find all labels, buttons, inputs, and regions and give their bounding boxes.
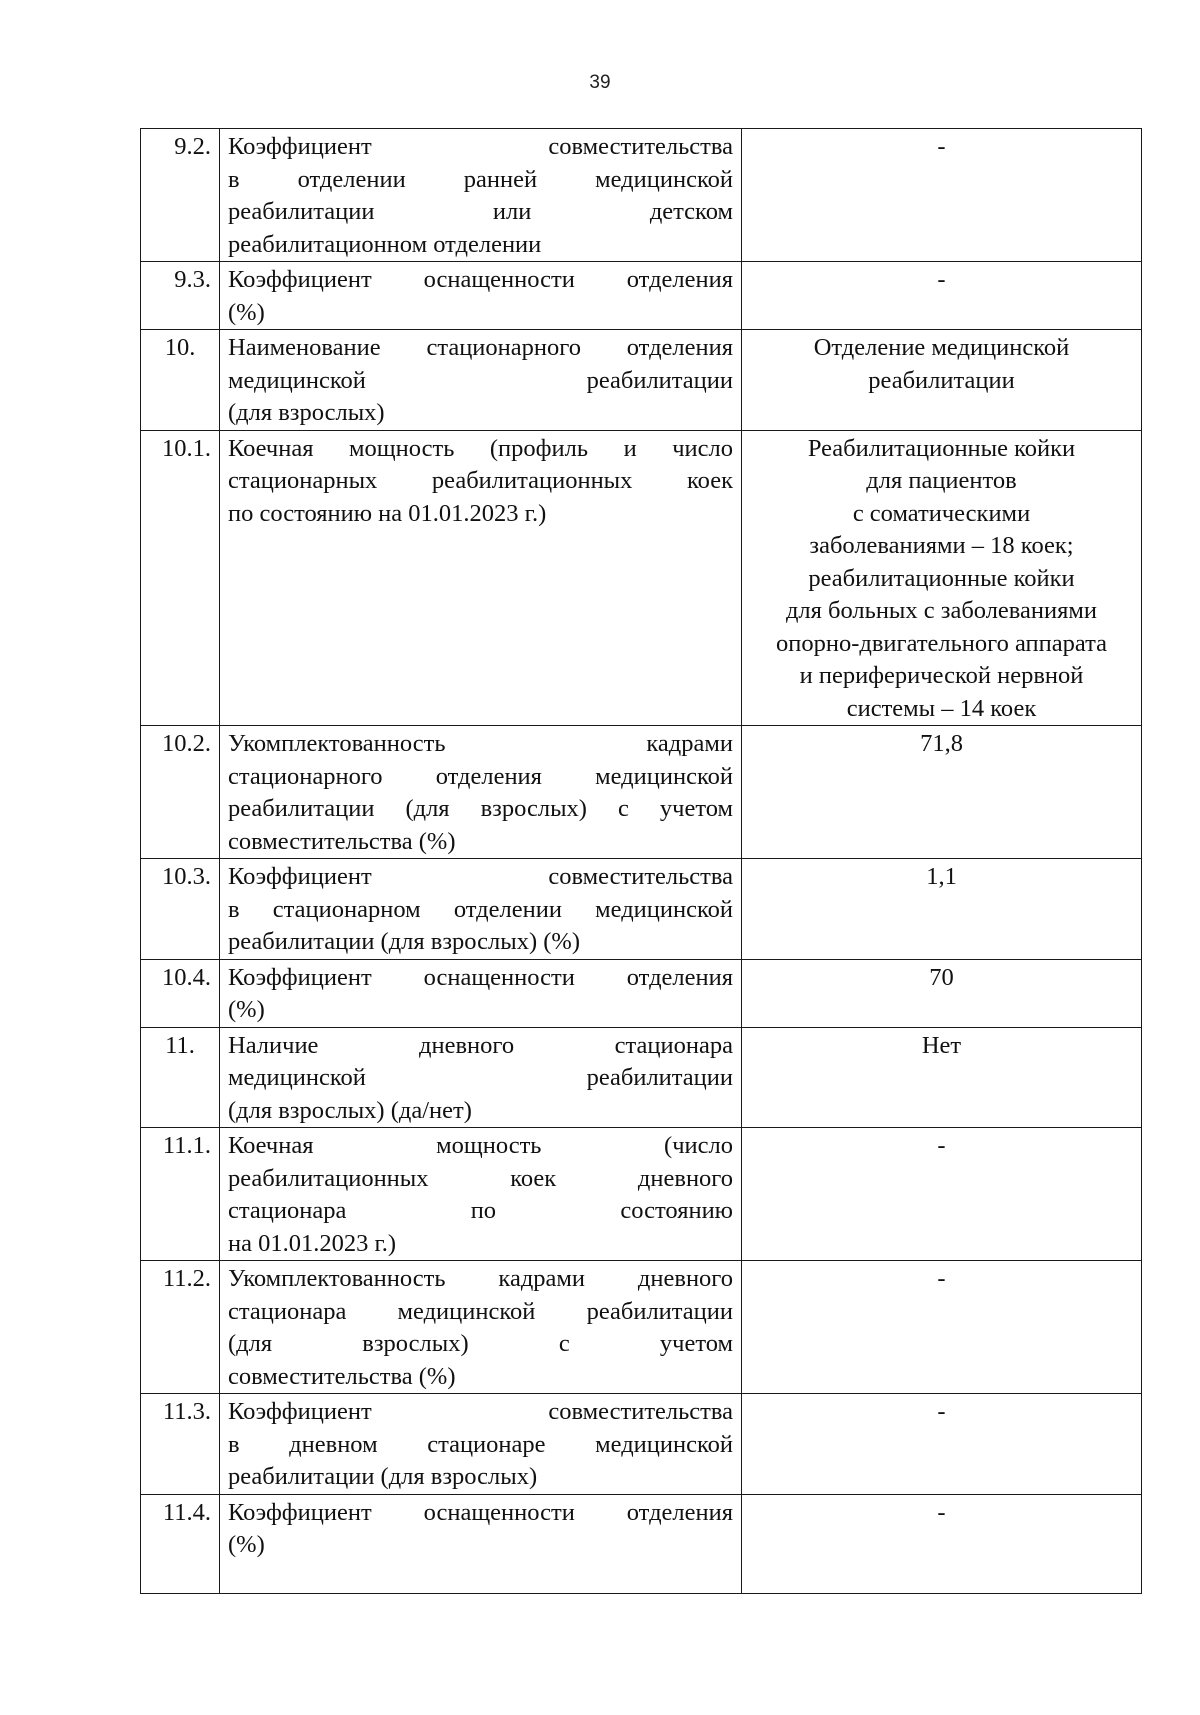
indicator-name-line: Коэффициент совместительства: [228, 1398, 733, 1425]
indicator-value: [742, 1394, 1142, 1495]
row-number: 10.3.: [141, 859, 220, 960]
indicator-value: [742, 959, 1142, 1027]
indicator-name: [220, 726, 742, 859]
indicator-name-line: в дневном стационаре медицинской: [228, 1430, 733, 1458]
indicator-name-line: в отделении ранней медицинской: [228, 165, 733, 193]
indicator-value: [742, 1261, 1142, 1394]
indicator-name: [220, 859, 742, 960]
indicator-value-line: -: [937, 133, 946, 160]
indicator-name-line: реабилитации (для взрослых): [228, 1463, 538, 1490]
row-number: 11.1.: [141, 1128, 220, 1261]
indicator-value-line: -: [937, 1398, 946, 1425]
indicator-value: [742, 262, 1142, 330]
indicator-name: [220, 1128, 742, 1261]
row-number: 11.: [141, 1027, 220, 1128]
indicator-name-line: (для взрослых) с учетом: [228, 1330, 733, 1357]
indicator-name-line: Коэффициент оснащенности отделения: [228, 266, 733, 293]
table-row: [141, 430, 1142, 726]
indicator-name: [220, 1494, 742, 1593]
row-number: 9.2.: [141, 129, 220, 262]
indicator-name-line: реабилитации (для взрослых) с учетом: [228, 795, 733, 822]
indicator-name-line: (для взрослых) (да/нет): [228, 1096, 472, 1124]
indicator-value-line: для пациентов: [866, 467, 1017, 494]
indicator-value: [742, 430, 1142, 726]
indicator-value-line: опорно-двигательного аппарата: [776, 629, 1107, 657]
indicator-name-line: реабилитационных коек дневного: [228, 1164, 733, 1192]
indicator-value-line: системы – 14 коек: [846, 694, 1037, 722]
indicator-value: [742, 129, 1142, 262]
indicator-name-line: Коэффициент оснащенности отделения: [228, 1498, 733, 1526]
indicator-name-line: Коечная мощность (профиль и число: [228, 434, 733, 462]
indicator-value-line: -: [937, 1265, 946, 1292]
table-row: [141, 726, 1142, 859]
indicator-name-line: Наименование стационарного отделения: [228, 334, 733, 361]
indicator-name-line: реабилитации или детском: [228, 198, 733, 225]
indicator-value: [742, 1128, 1142, 1261]
indicator-name-line: Коэффициент оснащенности отделения: [228, 963, 733, 991]
indicator-name-line: реабилитации (для взрослых) (%): [228, 928, 580, 955]
indicator-name-line: (%): [228, 298, 265, 326]
table-row: [141, 859, 1142, 960]
indicator-name-line: (%): [228, 1531, 265, 1558]
indicator-value: [742, 859, 1142, 960]
indicator-name: [220, 262, 742, 330]
table-row: [141, 1261, 1142, 1394]
indicator-name-line: совместительства (%): [228, 827, 456, 855]
indicator-value-line: 1,1: [926, 863, 957, 890]
indicator-name-line: стационарного отделения медицинской: [228, 762, 733, 790]
indicator-name: [220, 959, 742, 1027]
row-number: 11.2.: [141, 1261, 220, 1394]
indicator-name: [220, 1027, 742, 1128]
table-row: [141, 1128, 1142, 1261]
indicator-value-line: с соматическими: [852, 499, 1031, 527]
indicator-name-line: Наличие дневного стационара: [228, 1031, 733, 1059]
indicators-table: [140, 128, 1142, 1594]
indicator-value-line: -: [937, 1132, 946, 1159]
row-number: 9.3.: [141, 262, 220, 330]
indicator-value-line: -: [937, 266, 946, 293]
page-number: 39: [589, 72, 611, 93]
indicator-value-line: 71,8: [920, 730, 963, 757]
row-number: 10.1.: [141, 430, 220, 726]
indicator-name: [220, 330, 742, 431]
indicator-value: [742, 726, 1142, 859]
table-row: [141, 129, 1142, 262]
row-number: 11.4.: [141, 1494, 220, 1593]
indicator-name-line: Коэффициент совместительства: [228, 133, 733, 160]
indicator-value-line: Нет: [921, 1031, 962, 1059]
table-row: [141, 1394, 1142, 1495]
indicator-name-line: (%): [228, 996, 265, 1023]
table-row: [141, 262, 1142, 330]
indicator-name-line: (для взрослых): [228, 399, 385, 426]
indicator-name-line: стационара по состоянию: [228, 1197, 733, 1224]
row-number: 10.4.: [141, 959, 220, 1027]
indicator-value-line: для больных с заболеваниями: [785, 597, 1098, 624]
indicator-name: [220, 1261, 742, 1394]
indicator-name-line: Укомплектованность кадрами дневного: [228, 1265, 733, 1292]
row-number: 10.: [141, 330, 220, 431]
indicator-name-line: совместительства (%): [228, 1362, 456, 1390]
indicator-value-line: Реабилитационные койки: [807, 434, 1076, 462]
indicator-name-line: стационарных реабилитационных коек: [228, 467, 733, 494]
table-body: [141, 129, 1142, 1594]
indicator-value-line: и периферической нервной: [799, 662, 1084, 689]
table-row: [141, 330, 1142, 431]
indicator-name-line: медицинской реабилитации: [228, 366, 733, 394]
indicator-name-line: Укомплектованность кадрами: [228, 730, 733, 757]
indicator-name: [220, 430, 742, 726]
indicator-value-line: Отделение медицинской: [813, 334, 1070, 361]
table-row: [141, 1027, 1142, 1128]
indicator-name: [220, 1394, 742, 1495]
indicator-name-line: на 01.01.2023 г.): [228, 1229, 397, 1257]
indicator-value-line: реабилитации: [868, 366, 1015, 394]
indicator-value-line: реабилитационные койки: [808, 564, 1075, 592]
indicator-name-line: Коечная мощность (число: [228, 1132, 733, 1159]
table-row: [141, 959, 1142, 1027]
table-row: [141, 1494, 1142, 1593]
indicator-name: [220, 129, 742, 262]
indicator-name-line: в стационарном отделении медицинской: [228, 895, 733, 923]
row-number: 10.2.: [141, 726, 220, 859]
indicator-name-line: по состоянию на 01.01.2023 г.): [228, 499, 547, 527]
indicator-value: [742, 330, 1142, 431]
indicator-name-line: реабилитационном отделении: [228, 230, 542, 258]
indicator-name-line: Коэффициент совместительства: [228, 863, 733, 890]
indicator-value-line: -: [937, 1498, 946, 1526]
row-number: 11.3.: [141, 1394, 220, 1495]
indicator-value-line: 70: [929, 963, 954, 991]
indicator-name-line: медицинской реабилитации: [228, 1064, 733, 1091]
indicator-value: [742, 1494, 1142, 1593]
indicator-value-line: заболеваниями – 18 коек;: [809, 532, 1074, 559]
indicator-name-line: стационара медицинской реабилитации: [228, 1297, 733, 1325]
indicator-value: [742, 1027, 1142, 1128]
